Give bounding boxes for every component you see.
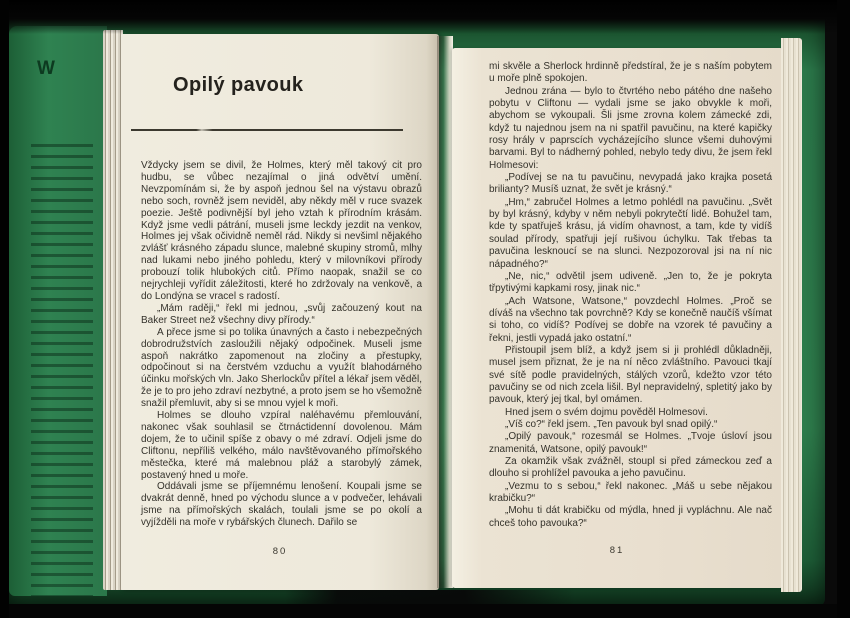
left-page-text: [141, 160, 422, 529]
left-page-edges: [103, 30, 123, 590]
paragraph: A přece jsme si po tolika únavných a často i nebezpečných dobrodružstvích zasloužili nějaký odpočinek. Museli jsme aspoň nakrátko zapomenout na zločiny a přestupky, odpočinout si na čerstvém vzduchu a využít blahodárného účinku mořských vln. Jako Sherlockův přítel a lékař jsem věděl, že je to pro jeho zdraví nezbytné, a proto jsem se ho všemožně snažil přemluvit, aby si se mnou vyjel k moři.: [141, 326, 422, 410]
page-number-left: 80: [272, 546, 288, 557]
paragraph: „Ne, nic,“ odvětil jsem udiveně. „Jen to, že je pokryta třpytivými kapkami rosy, jinak nic.“: [489, 270, 772, 295]
paragraph: „Víš co?“ řekl jsem. „Ten pavouk byl snad opilý.“: [505, 418, 718, 430]
paragraph: „Mám raději,“ řekl mi jednou, „svůj začouzený kout na Baker Street než všechny divy přírody.“: [141, 302, 422, 326]
flap-initial: W: [37, 58, 56, 79]
paragraph: Jednou zrána — bylo to čtvrtého nebo pátého dne našeho pobytu v Cliftonu — vydali jsme se jako obvykle k moři, abychom se vykoupali. Šli jsme zrovna kolem zámecké zdi, když tu najednou jsem na ni spatřil pavučinu, na které kapičky rosy hrály v paprscích vycházejícího slunce všemi duhovými barvami. Byl to nádherný pohled, nebylo tedy divu, že jsem řekl Holmesovi:: [489, 85, 772, 171]
paragraph: Za okamžik však zvážněl, stoupl si před zámeckou zeď a dlouho si prohlížel pavouka a jeho pavučinu.: [489, 456, 772, 480]
paragraph: „Ach Watsone, Watsone,“ povzdechl Holmes. „Proč se díváš na všechno tak povrchně? Kdy se konečně naučíš všímat si toho, co vidíš? Podívej se dobře na vzorek té pavučiny a řekni, jestli vypadá jako ostatní.“: [489, 295, 772, 344]
title-rule: [131, 129, 403, 131]
paragraph: „Mohu ti dát krabičku od mýdla, hned ji vypláchnu. Ale nač chceš toho pavouka?“: [489, 505, 772, 529]
paragraph: „Opilý pavouk,“ rozesmál se Holmes. „Tvoje úsloví jsou znamenitá, Watsone, opilý pavouk!“: [489, 431, 772, 455]
photo-top-shadow: [0, 0, 850, 34]
paragraph: Přistoupil jsem blíž, a když jsem si ji prohlédl důkladněji, musel jsem přiznat, že je na ní něco zvláštního. Pavouci tkají své sítě podle pravidelných, stálých vzorů, kdežto vzor této pavučiny se od nich zcela lišil. Byl nepravidelný, spletitý jako by pavouk, který jej tkal, byl omámen.: [489, 344, 772, 406]
photo-left-edge: [0, 0, 9, 618]
photo-right-edge: [837, 0, 850, 618]
paragraph: Vždycky jsem se divil, že Holmes, který měl takový cit pro hudbu, se vůbec nezajímal o jiná odvětví umění. Nevzpomínám si, že by aspoň jednou šel na výstavu obrazů nebo soch, rovněž jsem neviděl, aby někdy měl v ruce svazek poezie. Ještě podivnější byl jeho vztah k přírodním krásám. Když jsme vedli pátrání, museli jsme leckdy jezdit na venkov, Holmes jej však očividně neměl rád. Nikdy si nevšiml nějakého zvlášť krásného západu slunce, malebné skupiny stromů, mlhy nad lukami nebo jiného pohledu, který v milovníkovi přírody probouzí tolik hlubokých citů. Přímo naopak, snažil se co nejrychleji vyřídit záležitosti, které ho zdržovaly na venkově, a do Londýna se vracel s radostí.: [141, 160, 422, 302]
right-page-text: [489, 61, 772, 530]
paragraph: Oddávali jsme se příjemnému lenošení. Koupali jsme se dvakrát denně, hned po východu slunce a v podvečer, lehávali jsme na přímořských skalách, toulali jsme se po okolí a vyjížděli na moře v rybářských člunech. Dařilo se: [141, 481, 422, 529]
page-gutter: [437, 36, 453, 588]
chapter-title: Opilý pavouk: [173, 74, 304, 96]
photo-bottom-edge: [0, 604, 850, 618]
paragraph: „Hm,“ zabručel Holmes a letmo pohlédl na pavučinu. „Svět by byl krásný, kdyby v něm nebyli pokrytečtí lidé. Bohužel tam, kde ty spatřuješ krásu, já vidím ohavnost, a tam, kde ty vidíš soulad přírody, spatřuji její rušivou úchylku. Tak třebas ta pavučina lesknoucí se na slunci. Nezpozoroval jsi na ní nic nápadného?“: [489, 196, 772, 270]
left-page: [121, 34, 439, 590]
right-page: [452, 48, 782, 588]
dust-jacket-flap: [9, 26, 107, 596]
paragraph: „Vezmu to s sebou,“ řekl nakonec. „Máš u sebe nějakou krabičku?“: [489, 480, 772, 505]
paragraph: „Podívej se na tu pavučinu, nevypadá jako krajka posetá brilianty? Musíš uznat, že svět je krásný.“: [489, 172, 772, 196]
paragraph: mi skvěle a Sherlock hrdinně předstíral, že je s naším pobytem u moře plně spokojen.: [489, 61, 772, 85]
flap-blurb-text-lines: [31, 144, 93, 596]
right-page-edges: [781, 38, 802, 592]
paragraph: Hned jsem o svém dojmu pověděl Holmesovi.: [505, 406, 708, 418]
paragraph: Holmes se dlouho vzpíral naléhavému přemlouvání, nakonec však souhlasil se čtrnáctidenní dovolenou. Mám dojem, že to učinil spíše z obavy o mé zdraví. Odjeli jsme do Cliftonu, nepříliš velkého, málo navštěvovaného přímořského městečka, které má malebnou pláž a starobylý zámek, postavený hned u moře.: [141, 410, 422, 481]
page-number-right: 81: [609, 545, 625, 556]
